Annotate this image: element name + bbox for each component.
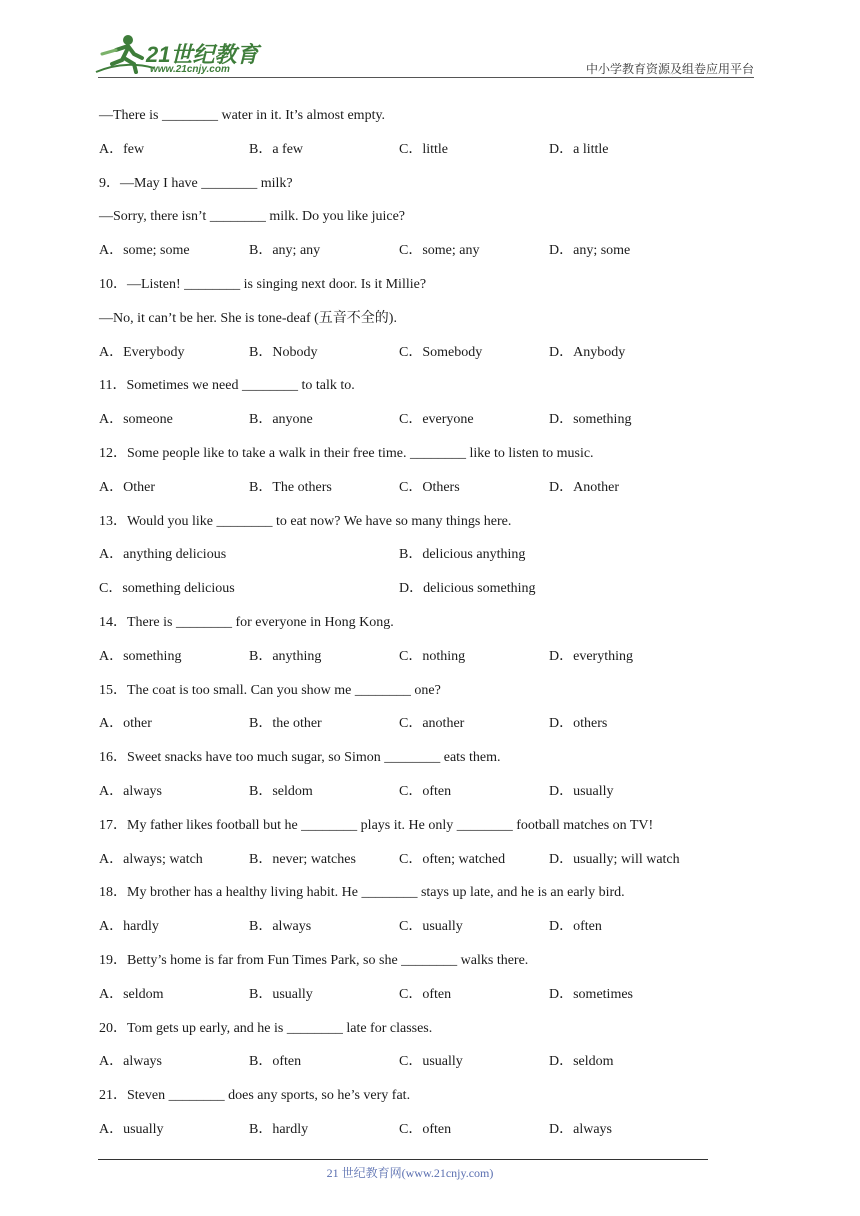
question-text [99,512,759,546]
answer-option: B．The others [249,479,332,495]
question-text [99,816,759,850]
answer-option: D．delicious something [399,581,536,597]
answer-option: B．Nobody [249,344,318,360]
answer-option: D．others [549,716,608,732]
answer-option: A．usually [99,1121,164,1137]
answer-option: B．often [249,1054,302,1070]
answer-option: C．Somebody [399,344,483,360]
question-text [99,883,759,917]
answer-option: D．often [549,919,602,935]
answer-options [99,850,759,884]
answer-option: B．anyone [249,412,313,428]
answer-option: C．often [399,783,452,799]
answer-option: D．everything [549,648,633,664]
answer-options [99,410,759,444]
answer-options [99,241,759,275]
question-text [99,309,759,343]
answer-option: A．always [99,1054,162,1070]
question-line: 15．The coat is too small. Can you show me ________ one? [99,682,441,698]
answer-option: A．other [99,716,152,732]
footer-divider [98,1159,708,1160]
answer-option: A．Everybody [99,344,185,360]
answer-option: C．often [399,986,452,1002]
answer-option: C．something delicious [99,581,235,597]
answer-option: D．any; some [549,243,631,259]
answer-option: A．some; some [99,243,190,259]
question-line: 20．Tom gets up early, and he is ________ late for classes. [99,1020,433,1036]
answer-options [99,579,759,613]
answer-option: D．something [549,412,632,428]
answer-option: C．Others [399,479,460,495]
answer-option: A．something [99,648,182,664]
question-line: 12．Some people like to take a walk in their free time. ________ like to listen to music. [99,445,594,461]
question-line: 16．Sweet snacks have too much sugar, so Simon ________ eats them. [99,750,501,766]
answer-option: C．often; watched [399,851,506,867]
answer-option: C．another [399,716,465,732]
question-text [99,106,759,140]
question-line: 13．Would you like ________ to eat now? We have so many things here. [99,513,512,529]
answer-option: D．always [549,1121,612,1137]
question-text [99,174,759,208]
question-text [99,748,759,782]
question-line: —Sorry, there isn’t ________ milk. Do you like juice? [99,209,406,225]
answer-option: D．usually; will watch [549,851,680,867]
question-line: 17．My father likes football but he ________ plays it. He only ________ football matches on TV! [99,817,654,833]
question-line: —There is ________ water in it. It’s almost empty. [99,108,386,123]
answer-option: C．often [399,1121,452,1137]
answer-option: B．the other [249,716,322,732]
answer-option: C．some; any [399,243,480,259]
answer-options [99,343,759,377]
answer-option: D．seldom [549,1054,614,1070]
answer-option: B．usually [249,986,313,1002]
question-text [99,613,759,647]
question-line: 10．—Listen! ________ is singing next door. Is it Millie? [99,276,427,292]
answer-options [99,985,759,1019]
answer-options [99,545,759,579]
question-text [99,1086,759,1120]
answer-option: D．Anybody [549,344,626,360]
question-text [99,1019,759,1053]
question-line: 19．Betty’s home is far from Fun Times Park, so she ________ walks there. [99,952,529,968]
question-line: —No, it can’t be her. She is tone-deaf (五音不全的). [99,310,397,326]
answer-options [99,1120,759,1154]
answer-option: D．a little [549,141,609,157]
answer-options [99,478,759,512]
answer-options [99,647,759,681]
answer-option: D．usually [549,783,614,799]
question-text [99,376,759,410]
answer-option: A．someone [99,412,173,428]
answer-options [99,917,759,951]
answer-options [99,714,759,748]
question-line: 11．Sometimes we need ________ to talk to. [99,378,355,394]
question-text [99,951,759,985]
answer-option: C．nothing [399,648,466,664]
answer-option: B．a few [249,141,304,157]
question-list [99,106,759,1154]
question-line: 21．Steven ________ does any sports, so he’s very fat. [99,1088,411,1104]
answer-option: D．sometimes [549,986,633,1002]
answer-option: A．anything delicious [99,547,227,563]
question-text [99,275,759,309]
answer-options [99,782,759,816]
answer-option: B．hardly [249,1121,309,1137]
answer-option: B．delicious anything [399,547,526,563]
question-line: 14．There is ________ for everyone in Hong Kong. [99,614,394,630]
answer-option: A．Other [99,479,155,495]
answer-option: A．always; watch [99,851,203,867]
answer-option: A．seldom [99,986,164,1002]
answer-option: A．hardly [99,919,159,935]
page-header [0,0,860,80]
answer-option: D．Another [549,479,619,495]
answer-options [99,140,759,174]
logo-url: www.21cnjy.com [150,64,230,75]
page-footer [0,1164,860,1181]
footer-text: 21 世纪教育网(www.21cnjy.com) [326,1166,494,1180]
answer-option: C．usually [399,919,463,935]
header-divider [98,77,754,78]
answer-option: A．always [99,783,162,799]
answer-option: C．little [399,141,448,157]
answer-option: B．seldom [249,783,313,799]
logo-text: 21世纪教育 [146,42,259,67]
header-platform-text: 中小学教育资源及组卷应用平台 [585,62,754,76]
question-text [99,444,759,478]
question-line: 9．—May I have ________ milk? [99,175,293,191]
answer-options [99,1052,759,1086]
answer-option: B．any; any [249,243,321,259]
answer-option: B．never; watches [249,851,356,867]
question-text [99,207,759,241]
answer-option: C．everyone [399,412,474,428]
answer-option: A．few [99,141,145,157]
answer-option: B．anything [249,648,322,664]
question-text [99,681,759,715]
answer-option: C．usually [399,1054,463,1070]
question-line: 18．My brother has a healthy living habit. He ________ stays up late, and he is an early bird. [99,885,625,901]
answer-option: B．always [249,919,312,935]
